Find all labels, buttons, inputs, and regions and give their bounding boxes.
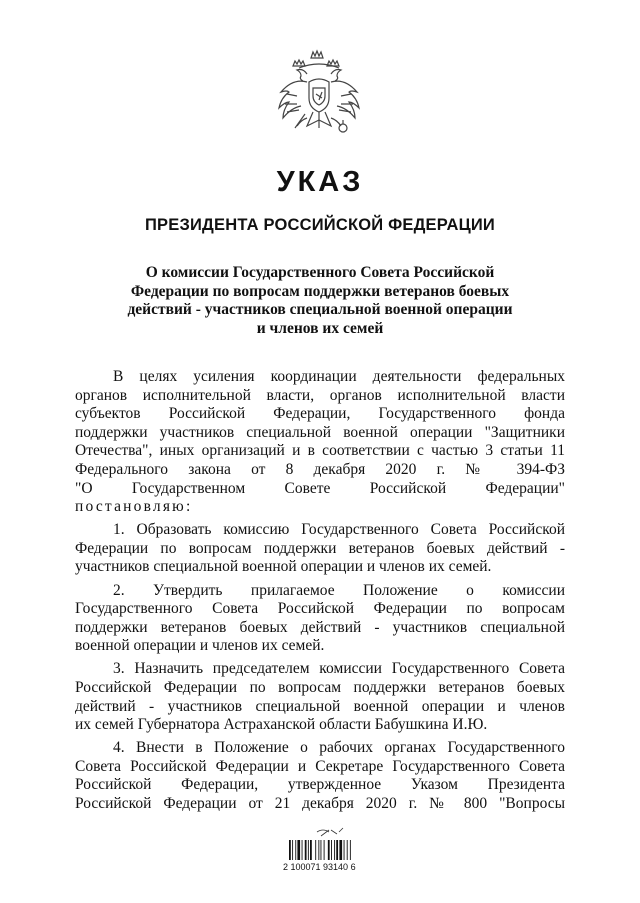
text-line: 3. Назначить председателем комиссии Государственного Совета <box>113 660 565 678</box>
text-line: Российской Федерации, утвержденное Указом Президента <box>75 776 565 794</box>
text-line: Государственного Совета Российской Федерации по вопросам <box>75 600 565 618</box>
text-line: субъектов Российской Федерации, Государственного фонда <box>75 405 565 423</box>
decree-body <box>75 368 565 818</box>
text-line: поддержки участников специальной военной операции "Защитники <box>75 423 565 441</box>
text-line: Отечества", иных организаций и в соответствии с частью 3 статьи 11 <box>75 442 565 460</box>
text-line: 2. Утвердить прилагаемое Положение о комиссии <box>113 581 565 599</box>
item-4-paragraph <box>75 739 565 813</box>
item-2-paragraph <box>75 582 565 656</box>
heading-line: Федерации по вопросам поддержки ветеранов боевых <box>130 282 510 300</box>
heading-line: действий - участников специальной военной операции <box>127 301 513 318</box>
resolve-word: постановляю: <box>75 498 193 516</box>
text-line: В целях усиления координации деятельности федеральных <box>113 368 565 385</box>
heading-line: О комиссии Государственного Совета Российской <box>145 264 495 281</box>
decree-heading <box>112 264 528 338</box>
text-line: Федерации по вопросам поддержки ветеранов боевых действий - <box>75 539 565 557</box>
item-1-paragraph <box>75 521 565 577</box>
coat-of-arms-icon <box>271 48 367 144</box>
barcode-number: 2 100071 93140 6 <box>283 862 356 872</box>
text-line: поддержки ветеранов боевых действий - участников специальной <box>75 618 565 636</box>
text-line: их семей Губернатора Астраханской области Бабушкина И.Ю. <box>75 716 488 734</box>
text-line: Федерального закона от 8 декабря 2020 г. № 394-ФЗ <box>75 460 565 478</box>
document-subtitle: ПРЕЗИДЕНТА РОССИЙСКОЙ ФЕДЕРАЦИИ <box>144 216 495 234</box>
text-line: 1. Образовать комиссию Государственного Совета Российской <box>113 521 565 539</box>
text-line: действий - участников специальной военной операции и членов <box>75 697 565 715</box>
item-3-paragraph <box>75 660 565 734</box>
document-title: УКАЗ <box>276 166 364 198</box>
barcode-icon <box>287 826 377 888</box>
text-line: Российской Федерации по вопросам поддержки ветеранов боевых <box>75 679 565 696</box>
text-line: органов исполнительной власти, органов исполнительной власти <box>75 386 565 404</box>
intro-paragraph <box>75 368 565 517</box>
text-line: военной операции и членов их семей. <box>75 637 325 655</box>
text-line: участников специальной военной операции и членов их семей. <box>75 558 492 576</box>
text-line: Российской Федерации от 21 декабря 2020 г. № 800 "Вопросы <box>75 795 565 813</box>
heading-line: и членов их семей <box>256 319 384 337</box>
text-line: "О Государственном Совете Российской Федерации" <box>75 479 565 497</box>
text-line: Совета Российской Федерации и Секретаре Государственного Совета <box>75 757 565 775</box>
text-line: 4. Внести в Положение о рабочих органах Государственного <box>113 739 565 757</box>
